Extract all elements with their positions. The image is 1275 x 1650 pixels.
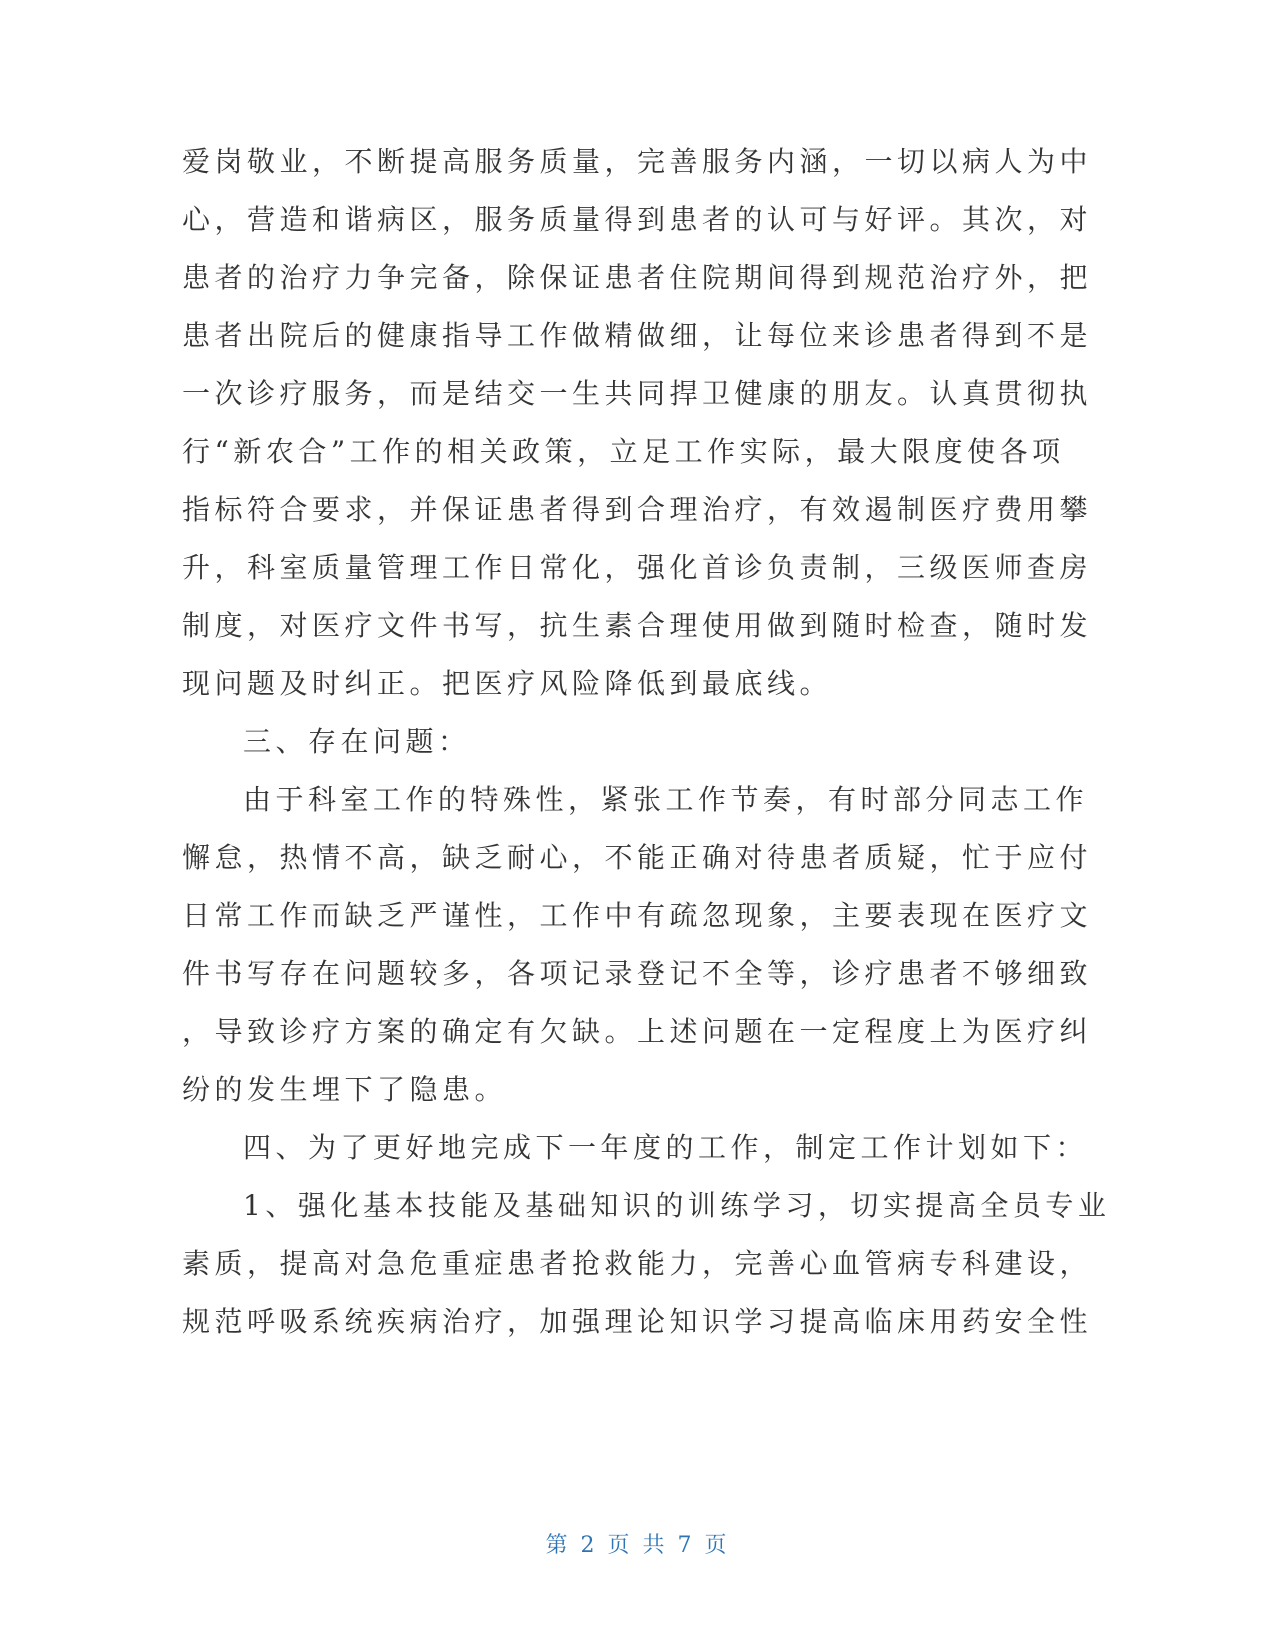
text-line: 升，科室质量管理工作日常化，强化首诊负责制，三级医师查房 xyxy=(182,551,1093,584)
text-line: 指标符合要求，并保证患者得到合理治疗，有效遏制医疗费用攀 xyxy=(182,493,1093,526)
text-line: 患者出院后的健康指导工作做精做细，让每位来诊患者得到不是 xyxy=(182,319,1093,352)
text-line: 件书写存在问题较多，各项记录登记不全等，诊疗患者不够细致 xyxy=(182,957,1093,990)
text-line: 由于科室工作的特殊性，紧张工作节奏，有时部分同志工作 xyxy=(243,783,1089,816)
text-line: 纷的发生埋下了隐患。 xyxy=(182,1073,508,1106)
section-heading: 三、存在问题： xyxy=(243,725,471,758)
text-line: 爱岗敬业，不断提高服务质量，完善服务内涵，一切以病人为中 xyxy=(182,145,1093,178)
section-heading: 四、为了更好地完成下一年度的工作，制定工作计划如下： xyxy=(243,1131,1089,1164)
text-line: 1、强化基本技能及基础知识的训练学习，切实提高全员专业 xyxy=(243,1189,1111,1222)
text-line: 患者的治疗力争完备，除保证患者住院期间得到规范治疗外，把 xyxy=(182,261,1093,294)
text-line: 制度，对医疗文件书写，抗生素合理使用做到随时检查，随时发 xyxy=(182,609,1093,642)
text-line: 一次诊疗服务，而是结交一生共同捍卫健康的朋友。认真贯彻执 xyxy=(182,377,1093,410)
text-line: ，导致诊疗方案的确定有欠缺。上述问题在一定程度上为医疗纠 xyxy=(182,1015,1093,1048)
text-line: 规范呼吸系统疾病治疗，加强理论知识学习提高临床用药安全性 xyxy=(182,1305,1093,1338)
text-line: 日常工作而缺乏严谨性，工作中有疏忽现象，主要表现在医疗文 xyxy=(182,899,1093,932)
text-line: 素质，提高对急危重症患者抢救能力，完善心血管病专科建设， xyxy=(182,1247,1093,1280)
text-line: 懈怠，热情不高，缺乏耐心，不能正确对待患者质疑，忙于应付 xyxy=(182,841,1093,874)
text-line: 行“新农合”工作的相关政策，立足工作实际，最大限度使各项 xyxy=(182,435,1065,468)
text-line: 现问题及时纠正。把医疗风险降低到最底线。 xyxy=(182,667,833,700)
page-number-footer: 第 2 页 共 7 页 xyxy=(545,1533,730,1558)
text-line: 心，营造和谐病区，服务质量得到患者的认可与好评。其次，对 xyxy=(182,203,1093,236)
